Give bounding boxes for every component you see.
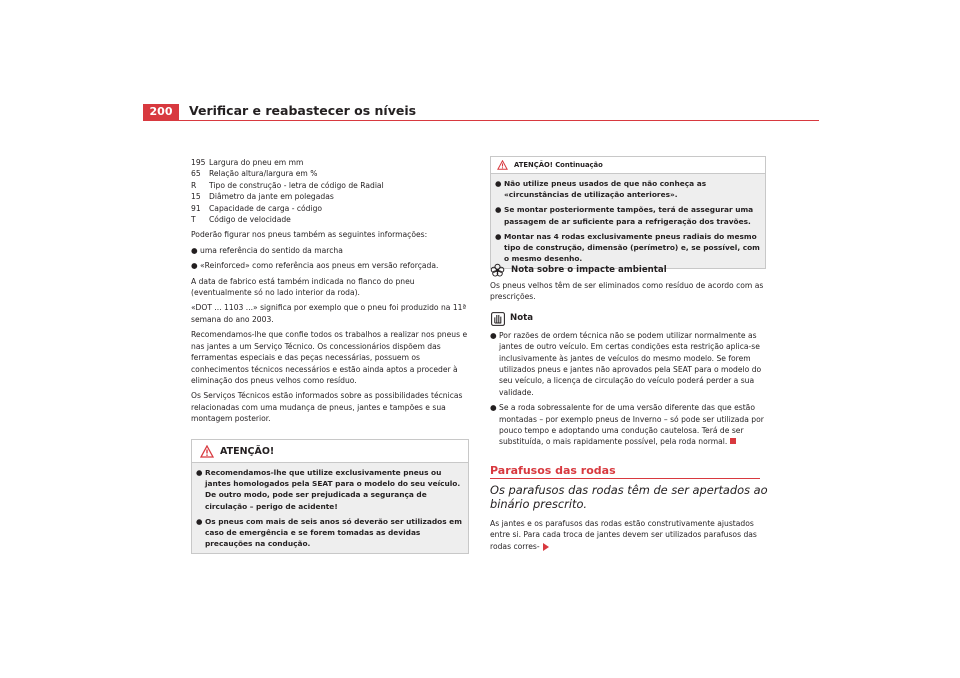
warning-continuation-box (490, 156, 766, 269)
warning-triangle-icon (200, 445, 214, 458)
section-rule (490, 478, 760, 479)
spec-value: Código de velocidade (209, 215, 291, 225)
warning-title: ATENÇÃO! Continuação (514, 161, 603, 169)
warning-title: ATENÇÃO! (220, 445, 275, 457)
list-item-text: Se a roda sobressalente for de uma versão diferente das que estão montadas – por exemplo pneus de Inverno – só pode ser utilizada por pouco tempo e adoptando uma condução cautelosa. Terá de ser substituída, o mais rapidamente possível, pela roda normal. (499, 403, 764, 447)
bullet-icon: ● (490, 403, 497, 413)
bullet-icon: ● (191, 261, 198, 271)
list-item-text: uma referência do sentido da marcha (200, 245, 343, 255)
bullet-icon: ● (495, 205, 502, 215)
spec-row (191, 191, 469, 202)
bullet-icon: ● (191, 245, 198, 255)
list-item-text: Os pneus com mais de seis anos só deverão ser utilizados em caso de emergência e se forem tomadas as devidas precauções na condução. (205, 516, 462, 549)
paragraph: Os Serviços Técnicos estão informados sobre as possibilidades técnicas relacionadas com uma mudança de pneus, jantes e tampões e sua montagem posterior. (191, 391, 463, 424)
bullet-icon: ● (196, 516, 203, 526)
warning-header (491, 157, 765, 174)
end-of-section-icon (730, 438, 736, 444)
spec-key: 15 (191, 192, 201, 202)
spec-key: T (191, 215, 196, 225)
left-column (191, 157, 469, 429)
spec-key: 195 (191, 158, 206, 167)
spec-row (191, 180, 469, 191)
paragraph: A data de fabrico está também indicada no flanco do pneu (eventualmente só no lado interior da roda). (191, 276, 415, 298)
spec-value: Largura do pneu em mm (209, 158, 304, 167)
bullet-icon: ● (490, 330, 497, 340)
paragraph: Recomendamos-lhe que confie todos os trabalhos a realizar nos pneus e nas jantes a um Serviço Técnico. Os concessionários dispõem das ferramentas especiais e das peças necessárias, possuem os conhecimentos técnicos necessários e estão ainda aptos a proceder à eliminação dos pneus velhos como resíduo. (191, 330, 468, 385)
spec-key: R (191, 180, 197, 190)
continue-arrow-icon (543, 543, 549, 551)
section-title: Parafusos das rodas (490, 464, 616, 477)
env-note-text: Os pneus velhos têm de ser eliminados como resíduo de acordo com as prescrições. (490, 281, 764, 302)
page-number: 200 (143, 104, 179, 120)
final-text: As jantes e os parafusos das rodas estão construtivamente ajustados entre si. Para cada troca de jantes devem ser utilizados parafusos das rodas corres- (490, 519, 757, 551)
env-note-title (490, 263, 770, 278)
list-item (191, 245, 469, 256)
list-item (495, 178, 761, 200)
bullet-icon: ● (196, 468, 203, 477)
list-item (495, 204, 761, 226)
spec-key: 91 (191, 203, 201, 213)
note-body (490, 330, 770, 448)
spec-value: Tipo de construção - letra de código de Radial (209, 180, 384, 190)
section-subtitle: Os parafusos das rodas têm de ser apertados ao binário prescrito. (490, 483, 768, 511)
warning-triangle-icon (497, 160, 508, 170)
warning-header (192, 440, 468, 463)
header-rule (143, 120, 819, 121)
list-item (490, 402, 770, 448)
warning-body (192, 463, 468, 553)
list-item-text: Recomendamos-lhe que utilize exclusivamente pneus ou jantes homologados pela SEAT para o modelo do seu veículo. De outro modo, pode ser prejudicada a segurança de circulação – perigo de acidente! (205, 468, 461, 511)
list-item-text: «Reinforced» como referência aos pneus em versão reforçada. (200, 261, 439, 271)
page-header-title: Verificar e reabastecer os níveis (189, 103, 417, 118)
note-title-text: Nota (510, 313, 534, 324)
spec-key: 65 (191, 169, 201, 179)
warning-body (491, 174, 765, 268)
list-item (196, 516, 464, 550)
list-item-text: Não utilize pneus usados de que não conheça as «circunstâncias de utilização anteriores». (504, 179, 707, 200)
paragraph: «DOT ... 1103 ...» significa por exemplo que o pneu foi produzido na 11ª semana do ano 2003. (191, 303, 467, 324)
list-item (495, 231, 761, 265)
spec-value: Capacidade de carga - código (209, 203, 323, 213)
bullet-icon: ● (495, 179, 502, 188)
list-item (490, 330, 770, 398)
list-item-text: Se montar posteriormente tampões, terá de assegurar uma passagem de ar suficiente para a refrigeração dos travões. (504, 205, 754, 226)
warning-box (191, 439, 469, 554)
bullet-icon: ● (495, 231, 502, 241)
env-note-title-text: Nota sobre o impacte ambiental (511, 264, 667, 275)
list-item (191, 260, 469, 271)
spec-row (191, 203, 469, 214)
right-column (490, 263, 770, 452)
spec-row (191, 157, 469, 168)
spec-value: Diâmetro da jante em polegadas (209, 192, 334, 202)
note-hand-icon (490, 311, 506, 327)
spec-row (191, 214, 469, 225)
intro-text: Poderão figurar nos pneus também as seguintes informações: (191, 230, 428, 240)
spec-value: Relação altura/largura em % (209, 169, 318, 179)
note-title (490, 311, 770, 327)
list-item (196, 467, 464, 512)
final-paragraph (490, 518, 776, 552)
list-item-text: Por razões de ordem técnica não se podem utilizar normalmente as jantes de outro veículo. Em certas condições esta restrição aplica-se inclusivamente às jantes de veículos do mesmo modelo. Se forem utilizados pneus e jantes não aprovados pela SEAT para o modelo do seu veículo, a licença de circulação do veículo poderá perder a sua validade. (499, 330, 762, 397)
list-item-text: Montar nas 4 rodas exclusivamente pneus radiais do mesmo tipo de construção, dimensão (perímetro) e, se possível, com o mesmo desenho. (504, 231, 760, 264)
spec-row (191, 168, 469, 179)
flower-icon (490, 263, 505, 278)
